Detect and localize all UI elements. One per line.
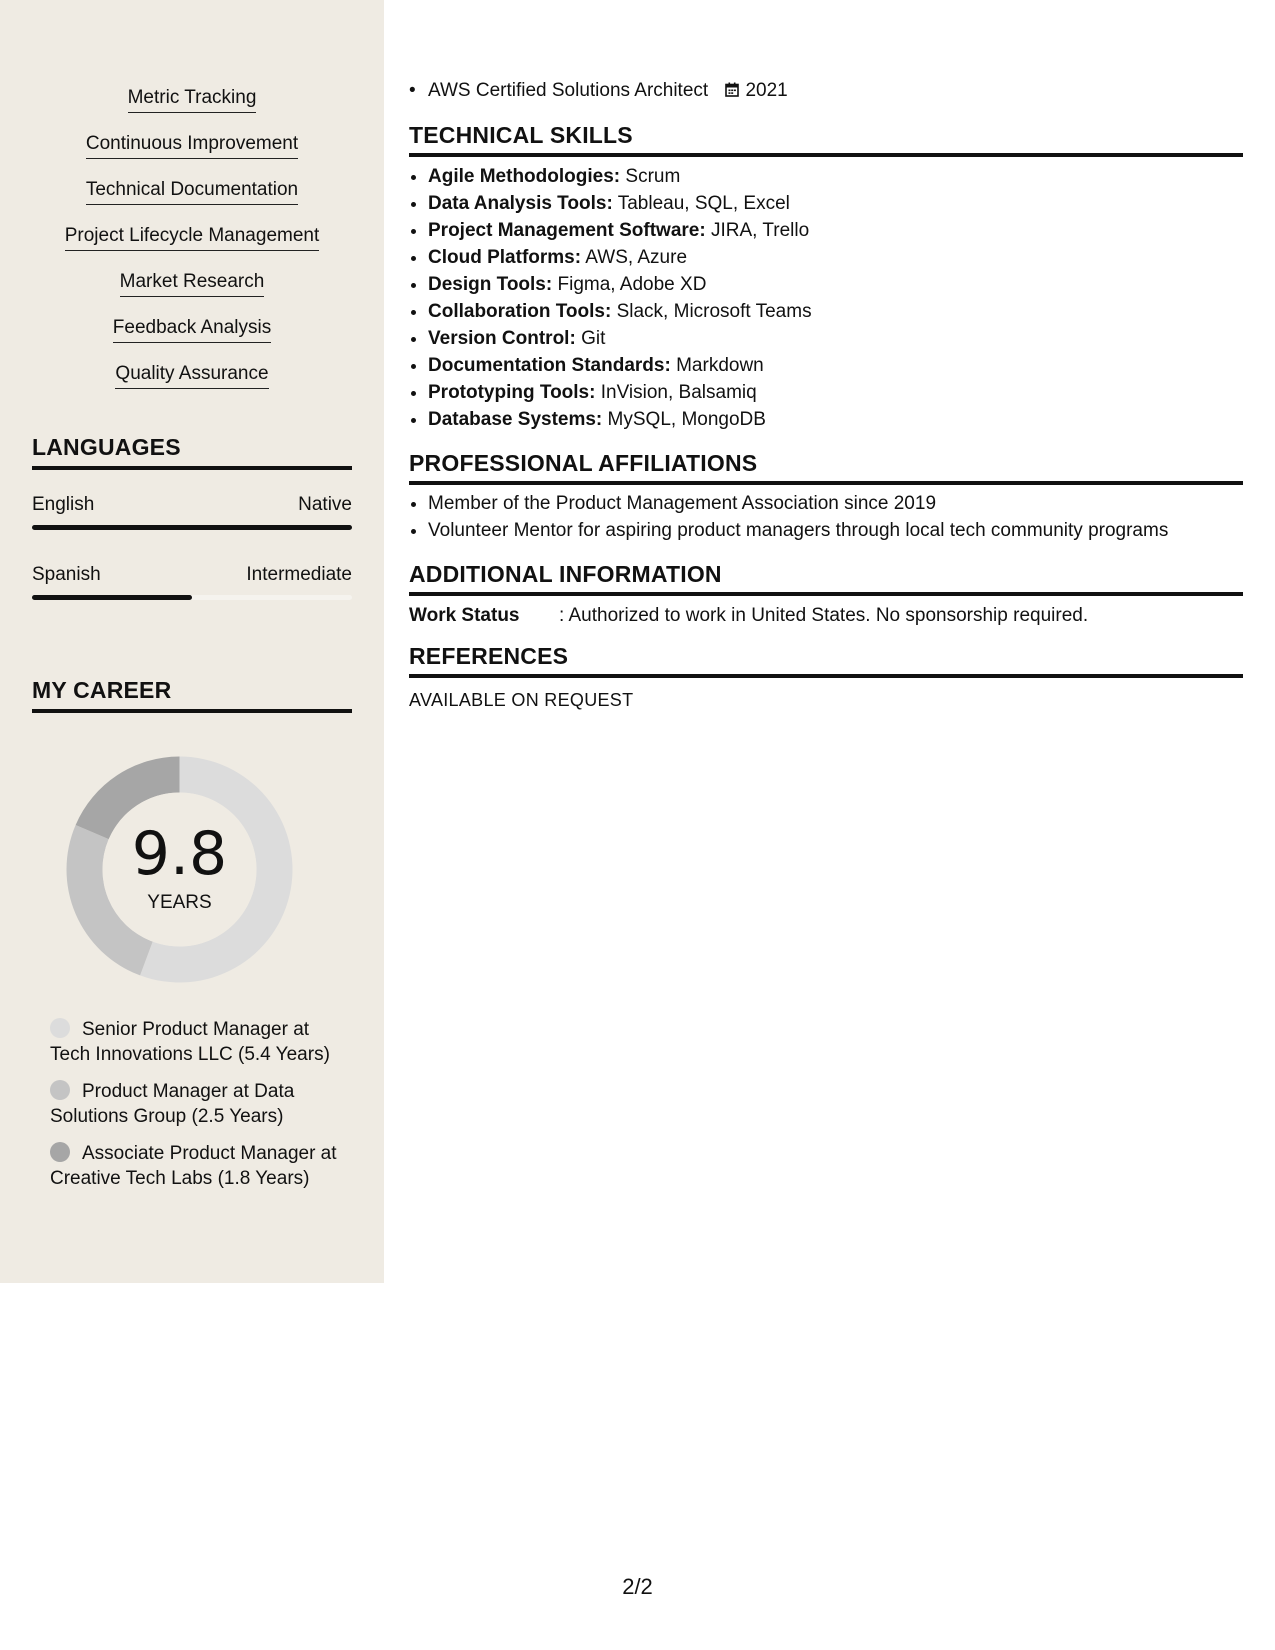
skill-category: Data Analysis Tools: (428, 193, 613, 214)
list-item (428, 325, 1243, 352)
language-proficiency-fill (32, 525, 352, 530)
list-item (428, 217, 1243, 244)
bullet: • (409, 80, 416, 101)
list-item (428, 190, 1243, 217)
languages-heading: LANGUAGES (32, 434, 352, 470)
additional-info-heading: ADDITIONAL INFORMATION (409, 561, 1243, 596)
affiliations-list (409, 490, 1243, 544)
legend-dot-icon (50, 1080, 70, 1100)
career-legend (50, 1017, 340, 1203)
list-item: • Volunteer Mentor for aspiring product managers through local tech community programs (428, 517, 1243, 544)
skill-value: Tableau, SQL, Excel (617, 193, 790, 214)
career-donut-chart (66, 756, 293, 983)
list-item (428, 379, 1243, 406)
list-item (428, 406, 1243, 433)
skill-tag: Technical Documentation (86, 178, 298, 205)
skill-tag: Continuous Improvement (86, 132, 298, 159)
legend-dot-icon (50, 1018, 70, 1038)
list-item (428, 244, 1243, 271)
page-number: 2/2 (622, 1574, 653, 1599)
language-proficiency-bar (32, 525, 352, 530)
career-role-label: Associate Product Manager at Creative Tech Labs (1.8 Years) (50, 1143, 337, 1189)
skill-tag: Market Research (120, 270, 265, 297)
list-item (428, 163, 1243, 190)
skill-value: Slack, Microsoft Teams (616, 301, 812, 322)
total-years-unit: YEARS (147, 892, 212, 913)
skill-tag: Project Lifecycle Management (65, 224, 320, 251)
skill-category: Prototyping Tools: (428, 382, 596, 403)
skill-category: Version Control: (428, 328, 576, 349)
references-heading: REFERENCES (409, 643, 1243, 678)
calendar-icon (725, 82, 739, 97)
language-proficiency-bar (32, 595, 352, 600)
language-level: Native (298, 494, 352, 515)
career-legend-item (50, 1141, 340, 1191)
language-name: English (32, 494, 95, 515)
certification-name: AWS Certified Solutions Architect (428, 80, 709, 101)
references-text: AVAILABLE ON REQUEST (409, 690, 634, 710)
language-level: Intermediate (246, 564, 352, 585)
total-years-value: 9.8 (131, 819, 228, 889)
affiliations-heading: PROFESSIONAL AFFILIATIONS (409, 450, 1243, 485)
skill-value: JIRA, Trello (710, 220, 810, 241)
skill-value: MySQL, MongoDB (607, 409, 766, 430)
legend-dot-icon (50, 1142, 70, 1162)
skill-category: Collaboration Tools: (428, 301, 612, 322)
language-name: Spanish (32, 564, 101, 585)
list-item (428, 352, 1243, 379)
skill-category: Cloud Platforms: (428, 247, 582, 268)
skill-category: Design Tools: (428, 274, 553, 295)
career-legend-item (50, 1079, 340, 1129)
certification-year: 2021 (745, 80, 788, 101)
list-item (428, 271, 1243, 298)
skill-value: InVision, Balsamiq (600, 382, 757, 403)
certification-item (409, 80, 788, 102)
list-item: • Member of the Product Management Association since 2019 (428, 490, 1243, 517)
technical-skills-list (409, 163, 1243, 433)
donut-center (66, 756, 293, 983)
skill-tag: Metric Tracking (128, 86, 257, 113)
skill-value: AWS, Azure (585, 247, 688, 268)
skill-category: Database Systems: (428, 409, 603, 430)
sidebar (0, 0, 384, 1283)
language-proficiency-fill (32, 595, 192, 600)
skill-value: Figma, Adobe XD (557, 274, 707, 295)
skill-value: Git (581, 328, 606, 349)
career-role-label: Product Manager at Data Solutions Group (2.5 Years) (50, 1081, 295, 1127)
career-heading: MY CAREER (32, 677, 352, 713)
skill-value: Markdown (676, 355, 764, 376)
skill-tags (0, 86, 384, 408)
career-role-label: Senior Product Manager at Tech Innovations LLC (5.4 Years) (50, 1019, 330, 1065)
skill-value: Scrum (625, 166, 681, 187)
work-status-row (409, 605, 1088, 627)
skill-tag: Feedback Analysis (113, 316, 271, 343)
work-status-label: Work Status (409, 605, 520, 626)
skill-category: Agile Methodologies: (428, 166, 621, 187)
career-legend-item (50, 1017, 340, 1067)
skill-tag: Quality Assurance (115, 362, 268, 389)
work-status-value: : Authorized to work in United States. No sponsorship required. (559, 605, 1089, 626)
skill-category: Project Management Software: (428, 220, 706, 241)
skill-category: Documentation Standards: (428, 355, 671, 376)
list-item (428, 298, 1243, 325)
technical-skills-heading: TECHNICAL SKILLS (409, 122, 1243, 157)
